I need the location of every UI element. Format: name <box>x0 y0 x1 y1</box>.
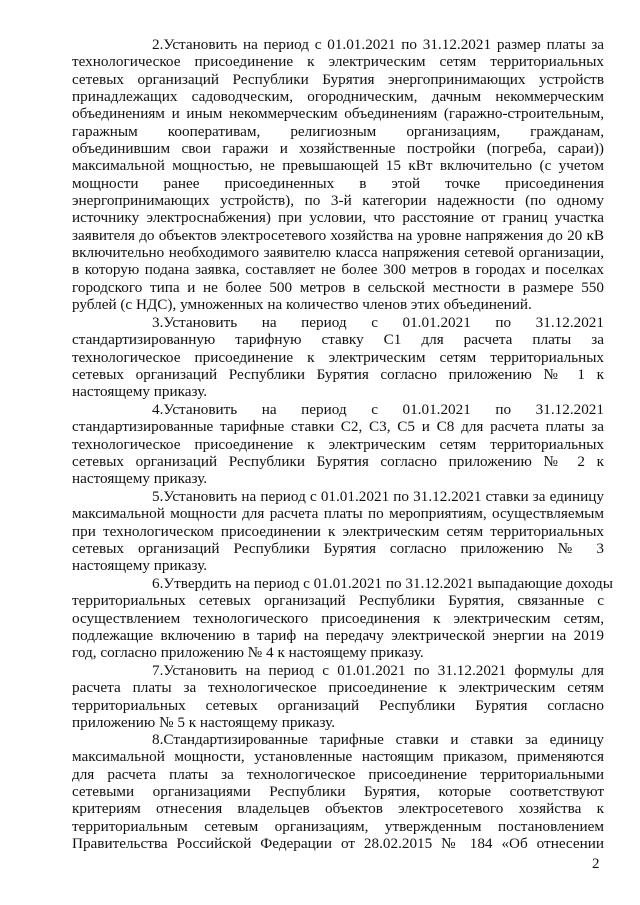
text-line: гаражным кооперативам, религиозным организациям, гражданам, <box>72 122 604 140</box>
text-line: расчета платы за технологическое присоединение к электрическим сетям <box>72 679 604 697</box>
paragraph-8 <box>72 731 604 852</box>
text-line: при технологическом присоединении к электрическим сетям территориальных <box>72 522 604 540</box>
text-line: территориальным сетевым организациям, утвержденным постановлением <box>72 817 604 835</box>
paragraph-number: 2. <box>152 36 164 53</box>
text-line: Стандартизированные тарифные ставки и ставки за единицу <box>163 731 604 748</box>
paragraph-5 <box>72 488 604 575</box>
text-line: территориальных сетевых организаций Республики Бурятия согласно <box>72 696 604 714</box>
text-line: сетевых организаций Республики Бурятия согласно приложению № 1 к <box>72 366 604 384</box>
text-line: рублей (с НДС), умноженных на количество членов этих объединений. <box>72 296 532 314</box>
paragraph-number: 5. <box>152 488 164 505</box>
text-line: включительно необходимого заявителю класса напряжения сетевой организации, <box>72 244 604 262</box>
paragraph-6 <box>72 575 613 662</box>
text-line: максимальной мощностью, не превышающей 15 кВт включительно (с учетом <box>72 157 604 175</box>
text-line: настоящему приказу. <box>72 557 208 575</box>
text-line: сетевыми организациями Республики Бурятия, которые соответствуют <box>72 783 604 801</box>
text-line: городского типа и не более 500 метров в сельской местности в размере 550 <box>72 278 604 296</box>
text-line: максимальной мощности для расчета платы по мероприятиям, осуществляемым <box>72 505 604 523</box>
text-line: объединениям и иным некоммерческим объединениям (гаражно-строительным, <box>72 105 604 123</box>
text-line: Установить на период с 01.01.2021 по 31.12.2021 <box>163 314 604 331</box>
text-line: мощности ранее присоединенных в этой точке присоединения <box>72 174 604 192</box>
text-line: территориальных сетевых организаций Республики Бурятия, связанные с <box>72 592 604 610</box>
text-line: для расчета платы за технологическое присоединение территориальными <box>72 765 604 783</box>
text-line: объединившим свои гаражи и хозяйственные постройки (погреба, сараи)) <box>72 140 604 158</box>
text-line: подлежащие включению в тариф на передачу электрической энергии на 2019 <box>72 627 604 645</box>
paragraph-number: 4. <box>152 401 164 418</box>
text-line: технологическое присоединение к электрическим сетям территориальных <box>72 53 604 71</box>
text-line: заявителя до объектов электросетевого хозяйства на уровне напряжения до 20 кВ <box>72 226 604 244</box>
text-line: настоящему приказу. <box>72 383 208 401</box>
paragraph-3 <box>72 314 604 401</box>
text-line: стандартизированные тарифные ставки С2, С3, С5 и С8 для расчета платы за <box>72 418 604 436</box>
text-line: технологическое присоединение к электрическим сетям территориальных <box>72 435 604 453</box>
text-line: настоящему приказу. <box>72 470 208 488</box>
text-line: Установить на период с 01.01.2021 по 31.12.2021 формулы для <box>163 662 604 679</box>
text-line: в которую подана заявка, составляет не более 300 метров в городах и поселках <box>72 261 604 279</box>
text-line: технологическое присоединение к электрическим сетям территориальных <box>72 348 604 366</box>
paragraph-4 <box>72 401 604 488</box>
text-line: Установить на период с 01.01.2021 по 31.12.2021 <box>163 401 604 418</box>
text-line: максимальной мощности, установленные настоящим приказом, применяются <box>72 748 604 766</box>
paragraph-number: 6. <box>152 575 164 592</box>
paragraph-number: 3. <box>152 314 164 331</box>
text-line: энергопринимающих устройств), по 3-й категории надежности (по одному <box>72 192 604 210</box>
text-line: приложению № 5 к настоящему приказу. <box>72 714 335 732</box>
text-line: критериям отнесения владельцев объектов электросетевого хозяйства к <box>72 800 604 818</box>
paragraph-2 <box>72 36 604 314</box>
text-line: принадлежащих садоводческим, огородническим, дачным некоммерческим <box>72 88 604 106</box>
page-number: 2 <box>592 856 600 872</box>
text-line: стандартизированную тарифную ставку С1 для расчета платы за <box>72 331 604 349</box>
text-line: сетевых организаций Республики Бурятия энергопринимающих устройств <box>72 70 604 88</box>
paragraph-number: 8. <box>152 731 164 748</box>
text-line: Установить на период с 01.01.2021 по 31.12.2021 размер платы за <box>163 36 604 53</box>
text-line: осуществлением технологического присоединения к электрическим сетям, <box>72 609 604 627</box>
text-line: Утвердить на период с 01.01.2021 по 31.12.2021 выпадающие доходы <box>163 575 613 592</box>
paragraph-number: 7. <box>152 662 164 679</box>
text-line: Правительства Российской Федерации от 28.02.2015 № 184 «Об отнесении <box>72 835 604 853</box>
text-line: год, согласно приложению № 4 к настоящему приказу. <box>72 644 424 662</box>
text-line: сетевых организаций Республики Бурятия согласно приложению № 2 к <box>72 453 604 471</box>
text-line: сетевых организаций Республики Бурятия согласно приложению № 3 <box>72 540 604 558</box>
paragraph-7 <box>72 662 604 731</box>
text-line: Установить на период с 01.01.2021 по 31.12.2021 ставки за единицу <box>163 488 604 505</box>
text-line: источнику электроснабжения) при условии, что расстояние от границ участка <box>72 209 604 227</box>
